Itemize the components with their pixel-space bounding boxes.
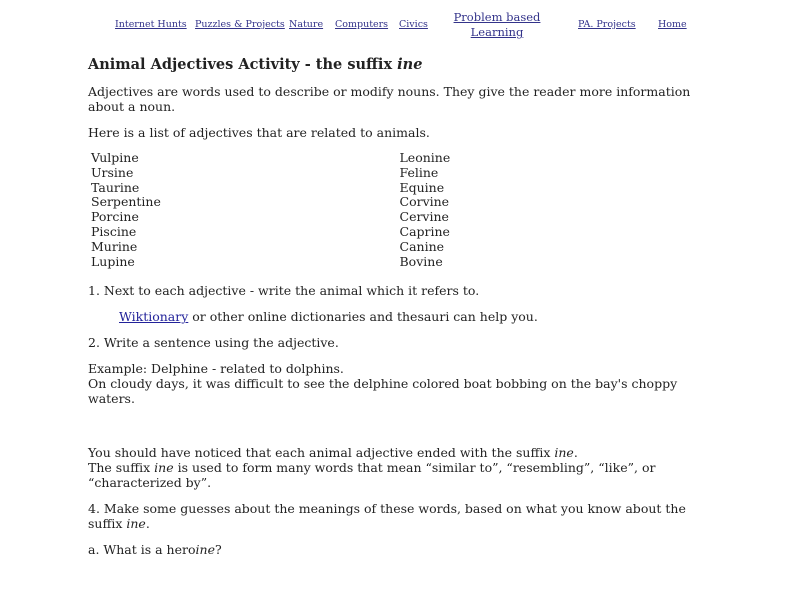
main-content xyxy=(88,57,708,568)
nav-computers[interactable]: Computers xyxy=(335,19,389,30)
nav-nature[interactable]: Nature xyxy=(289,19,324,30)
intro-text: Adjectives are words used to describe or modify nouns. They give the reader more information about a noun. xyxy=(88,84,691,114)
example-line-1: Example: Delphine - related to dolphins. xyxy=(88,361,344,377)
adjective-item: Ursine xyxy=(91,164,134,180)
notice-end: . xyxy=(573,445,578,461)
qa-end: ? xyxy=(214,542,222,558)
page-title xyxy=(88,57,708,72)
qa-text: a. What is a hero xyxy=(88,542,196,558)
adjective-item: Equine xyxy=(399,179,445,195)
wiktionary-link[interactable]: Wiktionary xyxy=(119,309,189,325)
adjective-item: Corvine xyxy=(399,194,450,210)
adjective-item: Piscine xyxy=(91,223,137,239)
notice-text: You should have noticed that each animal adjective ended with the suffix xyxy=(88,445,555,461)
title-em: ine xyxy=(397,56,423,73)
nav-home[interactable]: Home xyxy=(658,19,687,30)
suffix-text: The suffix xyxy=(88,460,155,476)
nav-pa-projects[interactable]: PA. Projects xyxy=(578,19,636,30)
qa-em: ine xyxy=(195,542,215,558)
step-4 xyxy=(88,501,708,531)
example xyxy=(88,361,708,406)
step4-text: 4. Make some guesses about the meanings of these words, based on what you know about the suffix xyxy=(88,501,686,532)
adjective-item: Caprine xyxy=(399,223,450,239)
nav-civics[interactable]: Civics xyxy=(399,19,428,30)
adjective-item: Porcine xyxy=(91,209,139,225)
top-nav xyxy=(0,10,800,40)
adjective-item: Canine xyxy=(399,238,445,254)
adjective-list xyxy=(91,151,708,269)
adjective-item: Serpentine xyxy=(91,194,161,210)
adjective-item: Lupine xyxy=(91,253,135,269)
step-2: 2. Write a sentence using the adjective. xyxy=(88,335,339,351)
adjective-item: Taurine xyxy=(91,179,140,195)
wiktionary-tip xyxy=(119,309,708,324)
nav-puzzles-projects[interactable]: Puzzles & Projects xyxy=(195,19,285,30)
step-1: 1. Next to each adjective - write the animal which it refers to. xyxy=(88,283,480,299)
question-a xyxy=(88,542,708,557)
suffix-text-end: is used to form many words that mean “similar to”, “resembling”, “like”, or “characterized by”. xyxy=(88,460,656,491)
title-text: Animal Adjectives Activity - the suffix xyxy=(88,56,398,73)
step4-end: . xyxy=(145,516,150,532)
adjective-item: Vulpine xyxy=(91,150,139,165)
adjective-item: Leonine xyxy=(399,150,451,165)
example-line-2: On cloudy days, it was difficult to see the delphine colored boat bobbing on the bay's choppy waters. xyxy=(88,376,678,407)
adjective-item: Murine xyxy=(91,238,138,254)
notice-em: ine xyxy=(554,445,574,461)
adjective-column-1 xyxy=(91,151,400,269)
adjective-item: Bovine xyxy=(399,253,443,269)
wiki-tip-text: or other online dictionaries and thesauri can help you. xyxy=(188,309,538,325)
adjective-item: Cervine xyxy=(399,209,449,225)
nav-problem-based-learning[interactable]: Problem based Learning xyxy=(453,10,541,39)
list-intro: Here is a list of adjectives that are related to animals. xyxy=(88,125,430,140)
nav-internet-hunts[interactable]: Internet Hunts xyxy=(115,19,187,30)
suffix-em: ine xyxy=(154,460,174,476)
adjective-item: Feline xyxy=(399,164,439,180)
adjective-column-2 xyxy=(400,151,709,269)
suffix-explanation xyxy=(88,445,708,490)
step4-em: ine xyxy=(126,516,146,532)
